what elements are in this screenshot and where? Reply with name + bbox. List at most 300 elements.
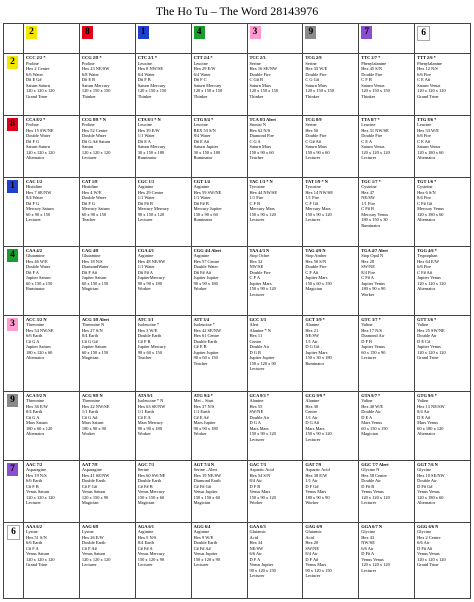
cell-line: Magician: [137, 500, 155, 506]
cell-line: Mercury Venus: [361, 211, 389, 217]
cell-line: 90 x 60 x 150: [137, 349, 162, 355]
cell-line: Double Air: [249, 414, 270, 420]
cell-line: Mars Saturn: [26, 420, 48, 426]
cell-line: 120 x 120 x 120: [417, 556, 446, 562]
row-header-3: [4, 315, 24, 391]
cell-line: D F A: [249, 556, 261, 562]
cell-line: Double Water: [26, 133, 51, 139]
cell-line: 150 x 90 x 60: [249, 149, 274, 155]
cell-line: Valine: [417, 322, 429, 328]
cell-line: 60 x 150 x 150: [81, 349, 109, 355]
cell-line: Threonine: [26, 322, 45, 328]
cell-line: C F# B: [361, 206, 374, 212]
cell-line: NW/SE: [249, 264, 264, 270]
cell-line: Hex 58 Centre: [361, 472, 387, 478]
cell-line: Tryptophan: [417, 253, 438, 259]
codon-cell: [247, 246, 303, 315]
cell-line: Thinker: [249, 93, 264, 99]
cell-line: C# F# A#: [193, 545, 211, 551]
codon-cell: [359, 460, 415, 522]
cell-line: Hex 5 N/S: [137, 534, 157, 540]
cell-line: Hex 19 N/S: [26, 472, 47, 478]
cell-line: Isoleucine *: [193, 322, 215, 328]
codon-cell: [303, 391, 359, 460]
cell-line: Alternator: [417, 155, 436, 161]
cell-line: 1/1 Earth: [81, 409, 99, 415]
cell-line: Saturn Mars: [249, 82, 272, 88]
cell-line: TTT 2/6 *: [417, 55, 436, 60]
cell-line: Hex 25 SW/NE: [417, 327, 445, 333]
cell-line: Serine –Alert: [193, 467, 218, 473]
cell-line: Lysine: [81, 529, 94, 535]
cell-line: CGC 1/1: [137, 178, 155, 184]
cell-line: Teacher: [249, 155, 264, 161]
cell-line: Double Earth: [81, 540, 106, 546]
cell-line: 1/1 Air: [305, 414, 318, 420]
cell-line: NE/SW: [305, 333, 320, 339]
cell-line: C# F A: [26, 545, 39, 551]
cell-line: 8/4 Water: [26, 195, 43, 201]
cell-line: Mercury Jupiter: [193, 206, 222, 212]
cell-line: C# F# G#: [193, 483, 211, 489]
codon-cell: [415, 115, 471, 177]
cell-line: C G G#: [305, 77, 320, 82]
cell-line: Double Earth: [137, 333, 162, 339]
column-number-2: 2: [26, 26, 37, 39]
cell-line: Magician: [81, 500, 99, 506]
cell-line: Jupiter Venus: [361, 344, 385, 350]
cell-line: Leucine: [193, 122, 208, 128]
cell-line: Venus Mercury: [137, 551, 165, 557]
cell-line: 120 x 150 x 150: [361, 88, 390, 93]
cell-line: D F# G#: [417, 483, 433, 489]
cell-line: 6/4 Water: [137, 71, 155, 77]
cell-line: Proline: [81, 122, 95, 128]
cell-line: D# E G#: [26, 77, 42, 82]
cell-line: Stonist N: [249, 122, 266, 128]
cell-line: Saturn Saturn: [26, 82, 51, 88]
cell-line: 8/4 Earth: [81, 333, 99, 339]
column-number-8: 8: [82, 26, 93, 39]
cell-line: Alert: [249, 322, 259, 328]
cell-line: Double Fire: [305, 71, 327, 77]
cell-line: C F B: [249, 200, 260, 206]
row-number-6: 6: [7, 525, 20, 540]
cell-line: Lecturer: [361, 567, 377, 573]
cell-line: Hex 54 S/N: [249, 472, 271, 478]
cell-line: Acid: [249, 534, 259, 540]
cell-line: Saturn Venus: [361, 144, 385, 150]
cell-line: 1/1 Earth: [193, 409, 210, 415]
cell-line: D F# B: [361, 483, 375, 489]
cell-line: 150 x 90 x 120: [249, 286, 276, 292]
cell-line: Glutamic: [305, 529, 322, 535]
cell-line: Mars Mars: [305, 425, 325, 431]
cell-line: 1/1 Fire: [361, 200, 376, 206]
table-row: [4, 460, 471, 522]
cell-line: 120 x 120 x 120: [26, 149, 55, 155]
codon-cell: [303, 177, 359, 246]
cell-line: Worker: [137, 286, 151, 292]
row-header-7: [4, 460, 24, 522]
cell-line: Hex 50 S/N: [305, 258, 327, 264]
cell-line: Hex 32: [249, 258, 263, 264]
cell-line: Hex 44 NW/SE: [249, 189, 278, 195]
codon-cell: [303, 522, 359, 598]
cell-line: TGC 1/7 *: [361, 178, 381, 184]
cell-line: GAC 7/3: [249, 461, 266, 467]
codon-cell: [303, 115, 359, 177]
cell-line: Arginine: [137, 529, 154, 535]
codon-cell: [24, 460, 80, 522]
cell-line: Hex 61 Centre: [193, 333, 220, 339]
cell-line: GCC 3/3: [249, 316, 266, 322]
cell-line: 150 x 120 x 90: [137, 556, 165, 562]
cell-line: Hex 29 Centre: [137, 189, 164, 195]
cell-line: Teacher: [193, 360, 208, 366]
cell-line: Arginine: [137, 184, 154, 190]
cell-line: Stop Amber: [305, 253, 327, 259]
cell-line: Double Fire: [361, 71, 383, 77]
codon-cell: [79, 54, 135, 116]
codon-cell: [79, 391, 135, 460]
cell-line: Venus Saturn: [26, 489, 50, 495]
cell-line: 180 x 150 x 30: [361, 217, 388, 223]
cell-line: Worker: [361, 291, 375, 297]
cell-line: D# F A: [26, 269, 39, 275]
cell-line: Serine: [249, 60, 261, 66]
cell-line: Lecturer: [81, 155, 97, 161]
cell-line: Hex 62 N/S: [249, 127, 271, 133]
cell-line: CTT 2/4 *: [193, 55, 213, 60]
cell-line: Alanine: [249, 398, 264, 404]
cell-line: Stop Opal N: [361, 253, 384, 259]
cell-line: 120 x 120 x 120: [81, 149, 111, 155]
cell-line: AAA 6/2: [26, 523, 42, 529]
cell-line: 120 x 150 x 150: [249, 88, 279, 93]
cell-line: Arginine: [193, 184, 210, 190]
cell-line: D E A#: [417, 414, 431, 420]
cell-line: Lecturer: [249, 217, 265, 223]
cell-line: Lecturer: [361, 500, 377, 506]
cell-line: 30 x 150 x 180: [137, 149, 165, 155]
cell-line: Hex 3 W/E: [137, 327, 158, 333]
cell-line: Worker: [81, 431, 95, 437]
codon-cell: [303, 246, 359, 315]
cell-line: CAA 4/2: [26, 247, 42, 253]
cell-line: ACG 9/8 N: [81, 392, 103, 398]
column-header-9: [303, 24, 359, 54]
cell-line: Saturn Venus: [417, 82, 441, 88]
cell-line: Hex 13 NE/SW: [417, 403, 445, 409]
cell-line: C G A: [249, 138, 261, 144]
cell-line: TGT 1/6 *: [417, 178, 437, 184]
cell-line: 8/4 Earth: [137, 540, 154, 546]
codon-cell: [24, 177, 80, 246]
cell-line: ACA 9/2 N: [26, 392, 47, 398]
cell-line: Mercury Mars: [249, 206, 275, 212]
cell-line: 1/1 Earth: [137, 409, 154, 415]
cell-line: 90 x 120 x 150: [249, 567, 276, 573]
cell-line: Hex 55: [249, 403, 263, 409]
cell-line: Jupiter Saturn: [81, 344, 107, 350]
cell-line: TTG 8/6 *: [417, 116, 437, 122]
cell-line: 120 x 120 x 120: [361, 562, 390, 568]
cell-line: Double Earth: [81, 478, 106, 484]
cell-line: TAT 1/9 * N: [305, 178, 328, 184]
codon-cell: [247, 315, 303, 391]
cell-line: TGA 4/7 Alert: [361, 247, 388, 253]
cell-line: Hex 64 E/W: [417, 258, 440, 264]
codon-cell: [79, 115, 135, 177]
cell-line: 6/6 Fire: [417, 71, 431, 77]
cell-line: Mercury Saturn: [81, 206, 110, 212]
cell-line: Double Earth: [193, 338, 218, 344]
cell-line: Double Air: [361, 478, 381, 484]
cell-line: C# E A: [137, 414, 151, 420]
cell-line: Double Fire: [361, 133, 383, 139]
cell-line: Jupiter Saturn: [81, 275, 107, 281]
cell-line: C# E B: [193, 344, 207, 350]
cell-line: Hex 31 NW/SE: [361, 127, 389, 133]
cell-line: C F# A#: [417, 269, 433, 275]
codon-cell: [191, 177, 247, 246]
cell-line: D# F G: [81, 200, 96, 206]
row-number-9: 9: [7, 394, 18, 407]
cell-line: Venus Venus: [417, 489, 440, 495]
cell-line: Hex 57 Centre: [193, 258, 220, 264]
cell-line: 30 x 150 x 180: [193, 149, 220, 155]
cell-line: Phenylalanine: [417, 60, 442, 66]
cell-line: Hex 9 W/E: [193, 534, 214, 540]
cell-line: Threonine N: [81, 322, 105, 328]
cell-line: NW/SE: [361, 540, 375, 546]
cell-line: 150 x 90 x 120: [305, 211, 332, 217]
cell-line: 8/4 Water: [193, 133, 211, 139]
cell-line: Thinker: [137, 93, 152, 99]
cell-line: Threonine: [81, 398, 100, 404]
cell-line: Venus Venus: [361, 556, 384, 562]
cell-line: D# F C: [193, 77, 207, 82]
cell-line: Hex 51 S/N: [26, 534, 47, 540]
cell-line: Double Water: [81, 195, 107, 201]
cell-line: Double Air: [361, 409, 381, 415]
cell-line: Hex 10 SE/NW: [417, 472, 445, 478]
cell-line: 90 x 90 x 180: [193, 425, 218, 431]
cell-line: Alanine * N: [249, 327, 271, 333]
codon-cell: [247, 522, 303, 598]
cell-line: GGT 7/6 N: [417, 461, 438, 467]
cell-line: GCA 9/3 *: [249, 392, 270, 398]
codon-cell: [135, 246, 191, 315]
cell-line: C# F B: [137, 338, 151, 344]
row-number-1: 1: [7, 180, 18, 193]
cell-line: D F B: [361, 338, 372, 344]
cell-line: Hex 42 SE/NW: [193, 327, 222, 333]
cell-line: Lecturer: [361, 355, 377, 361]
cell-line: 120 x 150 x 150: [305, 88, 334, 93]
cell-line: CTG 8/4 *: [193, 116, 214, 122]
cell-line: Saturn Mercury: [81, 82, 110, 88]
codon-cell: [359, 522, 415, 598]
cell-line: Ruminator: [193, 217, 213, 223]
cell-line: Alternator: [26, 355, 45, 361]
cell-line: Double Air: [417, 478, 437, 484]
cell-line: 120 x 120 x 120: [417, 88, 446, 93]
cell-line: TGG 4/6 *: [417, 247, 437, 253]
cell-line: Ruminator: [361, 222, 381, 228]
cell-line: 120 x 120 x 120: [26, 556, 55, 562]
cell-line: C# F# B: [137, 483, 153, 489]
cell-line: Lecturer: [249, 366, 265, 372]
cell-line: 6/6 Air: [361, 545, 374, 551]
cell-line: Teacher: [81, 217, 96, 223]
cell-line: Thinker: [361, 93, 376, 99]
codon-cell: [247, 54, 303, 116]
cell-line: Arginine: [193, 253, 210, 259]
cell-line: ATC 3/1: [137, 316, 154, 322]
cell-line: 60 x 150 x 150: [81, 280, 109, 286]
cell-line: CTC 2/1 *: [137, 55, 158, 60]
cell-line: Hex 43: [361, 534, 375, 540]
cell-line: Hex 52 Centre: [81, 127, 108, 133]
row-header-8: [4, 115, 24, 177]
cell-line: D# F A#: [81, 269, 98, 275]
codon-cell: [359, 391, 415, 460]
codon-cell: [135, 460, 191, 522]
column-number-1: 1: [138, 26, 149, 39]
cell-line: 90 x 60 x 150: [193, 355, 218, 361]
cell-line: Hex 29 E/W: [193, 66, 216, 71]
codon-cell: [359, 115, 415, 177]
cell-line: C# E A#: [193, 414, 209, 420]
cell-line: Mars Venus: [361, 420, 383, 426]
cell-line: Jupiter Saturn: [26, 344, 51, 350]
cell-line: D E C#: [417, 338, 431, 344]
cell-line: Hex 47: [361, 189, 375, 195]
cell-line: TTC 2/7 *: [361, 55, 381, 60]
cell-line: 150 x 150 x 60: [193, 494, 220, 500]
cell-line: Magician: [361, 431, 378, 437]
cell-line: 1/1 Fire: [249, 195, 264, 201]
cell-line: Jupiter Venus: [361, 280, 385, 286]
cell-line: GGC 7/7 Alert: [361, 461, 389, 467]
cell-line: Teacher: [137, 355, 152, 361]
cell-line: Valine: [361, 398, 373, 404]
cell-line: CGT 1/4: [193, 178, 210, 184]
cell-line: Hex 6 S/N: [417, 189, 436, 195]
cell-line: TAC 1/3 * N: [249, 178, 273, 184]
cell-line: Double Fire: [249, 71, 271, 77]
cell-line: GTA 9/7 *: [361, 392, 381, 398]
cell-line: Venus Venus: [417, 551, 440, 557]
codon-cell: [191, 315, 247, 391]
cell-line: Double Earth: [137, 478, 162, 484]
cell-line: CCG 8/8 * N: [81, 116, 106, 122]
cell-line: 6/6 Water: [26, 71, 43, 77]
cell-line: C G# B: [249, 77, 263, 82]
row-number-3: 3: [7, 318, 18, 331]
cell-line: 120 x 150 x 150: [81, 88, 111, 93]
cell-line: Hex 2 Centre: [26, 66, 50, 71]
column-number-7: 7: [361, 26, 372, 39]
cell-line: Proline: [81, 60, 95, 66]
cell-line: Jupiter Mars: [305, 349, 328, 355]
cell-line: Diamond Fire: [249, 133, 275, 139]
cell-line: Hex 15 SW/NE: [26, 127, 54, 133]
cell-line: Hex 19 NE/SW: [193, 472, 222, 478]
codon-cell: [191, 522, 247, 598]
cell-line: 120 x 180 x 60: [417, 149, 444, 155]
cell-line: Alternator: [417, 431, 436, 437]
row-number-7: 7: [7, 463, 18, 476]
cell-line: Glutamic: [249, 529, 266, 535]
cell-line: AAT 7/8: [81, 461, 98, 467]
row-number-2: 2: [7, 56, 18, 69]
cell-line: Cysteine: [361, 184, 377, 190]
cell-line: Diamond Earth: [193, 478, 221, 484]
cell-line: 6/6 Fire: [417, 133, 431, 139]
cell-line: SW/NE: [361, 264, 375, 270]
cell-line: Mars Saturn: [81, 420, 104, 426]
cell-line: Valine: [417, 398, 429, 404]
column-number-6: 6: [417, 26, 430, 41]
cell-line: 150 x 120 x 90: [193, 556, 220, 562]
cell-line: Jupiter Mercury: [137, 344, 166, 350]
cell-line: Jupiter Jupiter: [249, 355, 275, 361]
cell-line: Lecturer: [81, 562, 97, 568]
codon-cell: [79, 246, 135, 315]
column-header-3: [247, 24, 303, 54]
cell-line: Mars Jupiter: [193, 420, 216, 426]
column-number-4: 4: [194, 26, 205, 39]
cell-line: GTG 9/6 *: [417, 392, 437, 398]
cell-line: Hex 27 S/N: [81, 327, 103, 333]
table-row: [4, 246, 471, 315]
cell-line: Venus Mars: [249, 489, 271, 495]
table-row: [4, 54, 471, 116]
codon-cell: [359, 54, 415, 116]
codon-cell: [415, 460, 471, 522]
cell-line: CCA 8/2 *: [26, 116, 46, 122]
table-row: [4, 177, 471, 246]
cell-line: AGT 7/4 N: [193, 461, 215, 467]
cell-line: Thinker: [305, 93, 320, 99]
cell-line: Lecturer: [305, 155, 321, 161]
column-header-4: [191, 24, 247, 54]
cell-line: Venus Venus: [361, 489, 384, 495]
cell-line: C F A#: [305, 269, 319, 275]
cell-line: Worker: [305, 500, 319, 506]
cell-line: CTA 8/1 * N: [137, 116, 161, 122]
cell-line: AGG 6/4: [193, 523, 211, 529]
codon-cell: [135, 54, 191, 116]
cell-line: Lecturer: [193, 562, 209, 568]
cell-line: ACC 3/2 N: [26, 316, 47, 322]
cell-line: Lecturer: [249, 573, 265, 579]
cell-line: D# F# A: [137, 269, 153, 275]
table-row: [4, 115, 471, 177]
cell-line: Alternator: [417, 500, 436, 506]
cell-line: GGG 6/6 N: [417, 523, 439, 529]
cell-line: CAT 1/8: [81, 178, 98, 184]
cell-line: Hex 54 NW/SE: [26, 327, 54, 333]
cell-line: D# G A# Saturn: [81, 138, 111, 144]
cell-line: Glycine N: [361, 467, 380, 473]
cell-line: 8/4 Fire: [417, 195, 431, 201]
table-row: [4, 315, 471, 391]
cell-line: D G G#: [305, 344, 320, 350]
